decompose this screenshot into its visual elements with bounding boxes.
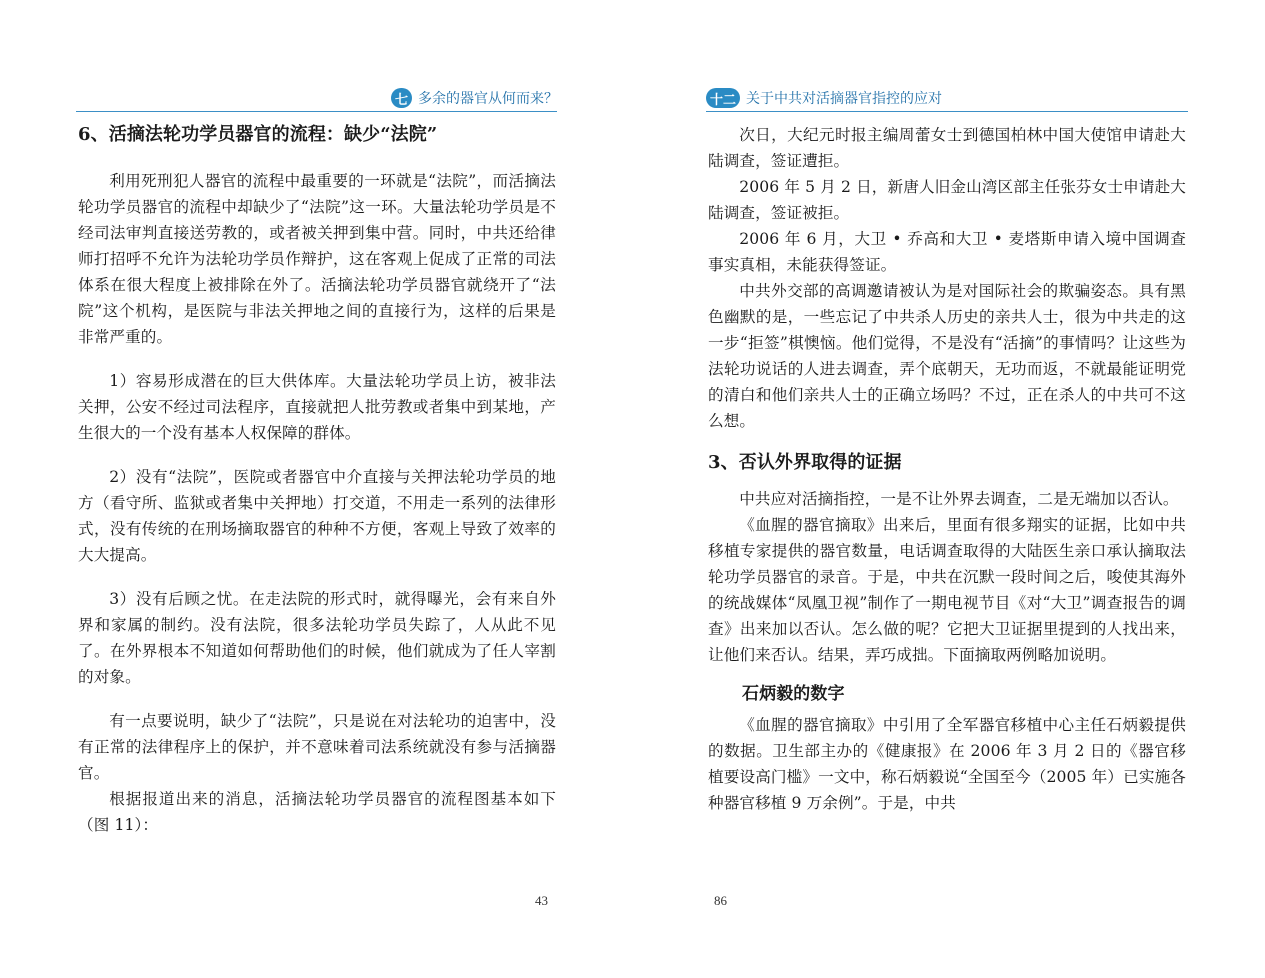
running-header <box>706 86 942 110</box>
body-paragraph: 《血腥的器官摘取》中引用了全军器官移植中心主任石炳毅提供的数据。卫生部主办的《健康报》在 2006 年 3 月 2 日的《器官移植要设高门槛》一文中，称石炳毅说“全国至今（2005 年）已实施各种器官移植 9 万余例”。于是，中共 <box>708 716 1186 812</box>
page-body <box>78 116 556 838</box>
body-paragraph: 利用死刑犯人器官的流程中最重要的一环就是“法院”，而活摘法轮功学员器官的流程中却缺少了“法院”这一环。大量法轮功学员是不经司法审判直接送劳教的，或者被关押到集中营。同时，中共还给律师打招呼不允许为法轮功学员作辩护，这在客观上促成了正常的司法体系在很大程度上被排除在外了。活摘法轮功学员器官就绕开了“法院”这个机构，是医院与非法关押地之间的直接行为，这样的后果是非常严重的。 <box>78 172 556 346</box>
body-paragraph: 有一点要说明，缺少了“法院”，只是说在对法轮功的迫害中，没有正常的法律程序上的保护，并不意味着司法系统就没有参与活摘器官。 <box>78 712 556 782</box>
left-page <box>0 0 632 978</box>
body-paragraph: 2006 年 5 月 2 日，新唐人旧金山湾区部主任张芬女士申请赴大陆调查，签证被拒。 <box>708 178 1186 222</box>
page-number: 86 <box>714 893 727 908</box>
body-paragraph: 中共外交部的高调邀请被认为是对国际社会的欺骗姿态。具有黑色幽默的是，一些忘记了中共杀人历史的亲共人士，很为中共走的这一步“拒签”棋懊恼。他们觉得，不是没有“活摘”的事情吗？让这些为法轮功说话的人进去调查，弄个底朝天，无功而返，不就最能证明党的清白和他们亲共人士的正确立场吗？不过，正在杀人的中共可不这么想。 <box>708 282 1186 430</box>
section-heading: 6、活摘法轮功学员器官的流程：缺少“法院” <box>78 124 438 145</box>
running-header-title: 关于中共对活摘器官指控的应对 <box>746 91 943 107</box>
body-paragraph: 3）没有后顾之忧。在走法院的形式时，就得曝光，会有来自外界和家属的制约。没有法院，很多法轮功学员失踪了，人从此不见了。在外界根本不知道如何帮助他们的时候，他们就成为了任人宰割的对象。 <box>78 590 556 686</box>
right-page <box>632 0 1265 978</box>
header-rule <box>76 111 557 112</box>
body-paragraph: 中共应对活摘指控，一是不让外界去调查，二是无端加以否认。 <box>739 490 1179 508</box>
body-paragraph: 《血腥的器官摘取》出来后，里面有很多翔实的证据，比如中共移植专家提供的器官数量，电话调查取得的大陆医生亲口承认摘取法轮功学员器官的录音。于是，中共在沉默一段时间之后，唆使其海外的统战媒体“凤凰卫视”制作了一期电视节目《对“大卫”调查报告的调查》出来加以否认。怎么做的呢？它把大卫证据里提到的人找出来，让他们来否认。结果，弄巧成拙。下面摘取两例略加说明。 <box>708 516 1186 664</box>
body-paragraph: 2006 年 6 月，大卫 • 乔高和大卫 • 麦塔斯申请入境中国调查事实真相，未能获得签证。 <box>708 230 1186 274</box>
page-number: 43 <box>535 893 548 908</box>
running-header-title: 多余的器官从何而来？ <box>418 91 558 107</box>
chapter-badge: 七 <box>391 88 412 108</box>
header-rule <box>706 111 1188 112</box>
body-paragraph: 2）没有“法院”，医院或者器官中介直接与关押法轮功学员的地方（看守所、监狱或者集中关押地）打交道，不用走一系列的法律形式，没有传统的在刑场摘取器官的种种不方便，客观上导致了效率的大大提高。 <box>78 468 556 564</box>
subsection-heading: 石炳毅的数字 <box>742 684 845 704</box>
body-paragraph: 根据报道出来的消息，活摘法轮功学员器官的流程图基本如下（图 11）： <box>78 790 556 834</box>
chapter-badge: 十二 <box>706 88 740 108</box>
body-paragraph: 1）容易形成潜在的巨大供体库。大量法轮功学员上访，被非法关押，公安不经过司法程序，直接就把人批劳教或者集中到某地，产生很大的一个没有基本人权保障的群体。 <box>78 372 556 442</box>
running-header <box>391 86 558 110</box>
section-heading: 3、否认外界取得的证据 <box>708 452 902 473</box>
page-body <box>708 122 1186 816</box>
body-paragraph: 次日，大纪元时报主编周蕾女士到德国柏林中国大使馆申请赴大陆调查，签证遭拒。 <box>708 126 1186 170</box>
